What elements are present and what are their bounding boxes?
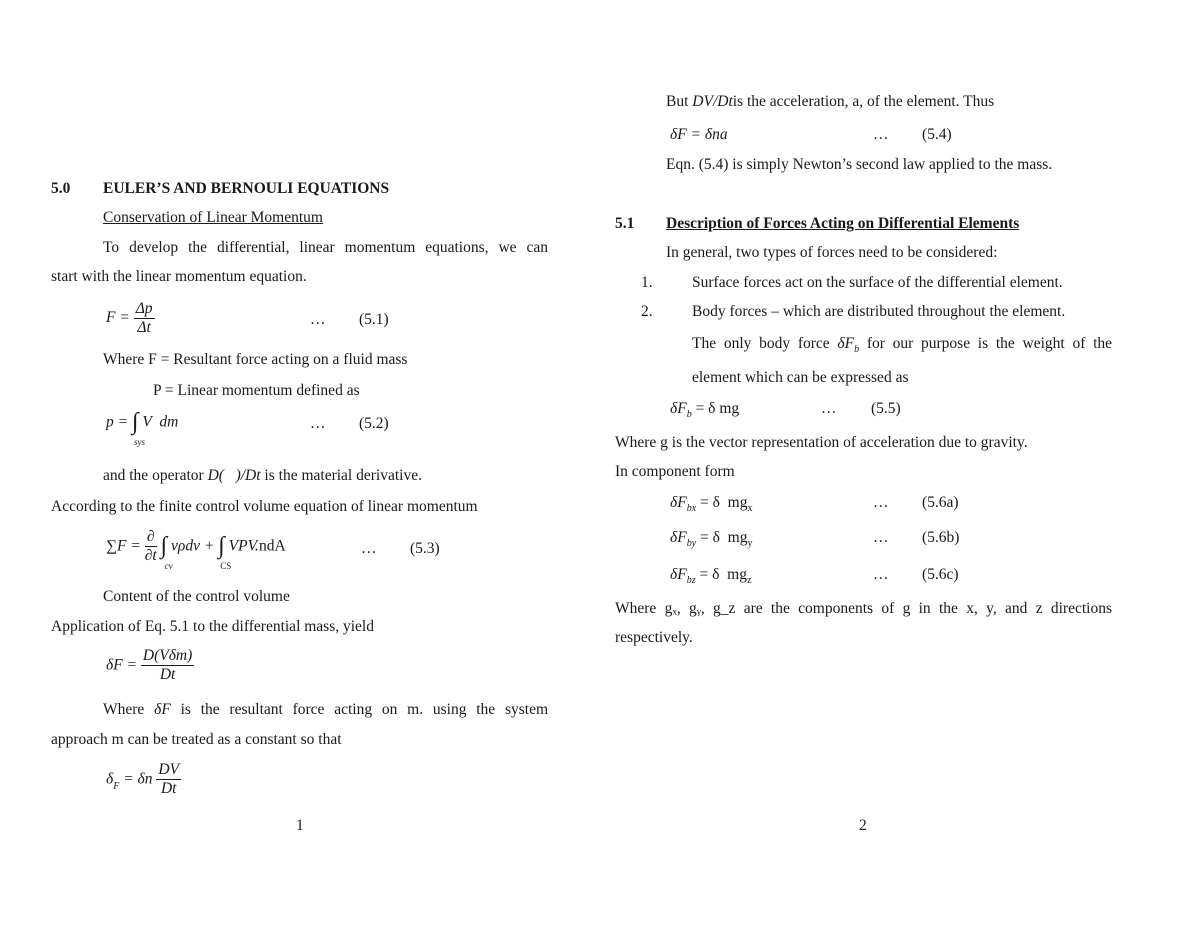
eq54-label: (5.4) bbox=[922, 126, 952, 143]
eq54-dots: … bbox=[873, 126, 889, 143]
but-prefix: But bbox=[666, 93, 689, 110]
content-of-cv: Content of the control volume bbox=[103, 588, 290, 605]
where-df-rest: is the resultant force acting on m. using the system bbox=[180, 701, 549, 718]
eq51-numerator: Δp bbox=[135, 300, 153, 317]
eq52-integral: ∫ bbox=[131, 409, 139, 435]
eq56c-label: (5.6c) bbox=[922, 566, 959, 583]
eq52-dots: … bbox=[310, 415, 326, 432]
eq56b-label: (5.6b) bbox=[922, 529, 960, 546]
but-math: DV/Dt bbox=[692, 93, 733, 110]
eq53-integral-1: ∫ bbox=[160, 533, 168, 560]
eq55-dots: … bbox=[821, 400, 837, 417]
page-number-1: 1 bbox=[296, 817, 304, 834]
list-item-1-text: Surface forces act on the surface of the differential element. bbox=[692, 274, 1063, 291]
eq53-fraction bbox=[145, 528, 157, 565]
eq51-lhs: F = bbox=[106, 308, 130, 326]
application-text: Application of Eq. 5.1 to the differential mass, yield bbox=[51, 618, 374, 635]
where-p-definition: P = Linear momentum defined as bbox=[153, 382, 360, 399]
equation-5-1 bbox=[106, 300, 155, 337]
body-force-prefix: The only body force bbox=[692, 335, 830, 352]
operator-suffix: is the material derivative. bbox=[264, 467, 422, 484]
expressed-text: element which can be expressed as bbox=[692, 369, 909, 386]
eq52-lower-limit: sys bbox=[133, 437, 145, 447]
eq53-body-1: vρdv + bbox=[171, 537, 215, 555]
eq54-math: δF = δna bbox=[670, 126, 728, 143]
eq53-body-2: VPV. bbox=[228, 537, 259, 555]
page-number-2: 2 bbox=[859, 817, 867, 834]
eq53-denominator: ∂t bbox=[144, 546, 157, 564]
eq51-dots: … bbox=[310, 311, 326, 328]
para1-line2: start with the linear momentum equation. bbox=[51, 268, 307, 285]
list-item-1-number: 1. bbox=[641, 274, 653, 291]
eq51-label: (5.1) bbox=[359, 311, 389, 328]
eq53-lower-limit-1: cv bbox=[164, 561, 173, 572]
where-components-line2: respectively. bbox=[615, 629, 693, 646]
eq-dm-lhs: δ bbox=[106, 770, 114, 788]
eq56b-math: $\delta F_{by} = \delta$ $mg_y$ bbox=[670, 529, 753, 550]
operator-math: D( )/Dt bbox=[207, 467, 261, 484]
where-g-text: Where g is the vector representation of acceleration due to gravity. bbox=[615, 434, 1028, 451]
equation-delta-m bbox=[106, 761, 181, 798]
eq56c-dots: … bbox=[873, 566, 889, 583]
eq52-lhs: p = bbox=[106, 413, 129, 431]
eq-df-lhs: δF = bbox=[106, 656, 138, 674]
eq52-label: (5.2) bbox=[359, 415, 389, 432]
eqn54-text: Eqn. (5.4) is simply Newton’s second law applied to the mass. bbox=[666, 156, 1053, 173]
component-form-text: In component form bbox=[615, 463, 735, 480]
subheading-conservation: Conservation of Linear Momentum bbox=[103, 209, 323, 226]
but-line bbox=[666, 94, 994, 110]
eq55-label: (5.5) bbox=[871, 400, 901, 417]
eq53-numerator: ∂ bbox=[145, 528, 157, 547]
section-number-5-0: 5.0 bbox=[51, 180, 71, 197]
eq-dm-lhs-sub: F bbox=[113, 780, 120, 792]
eq56c-math: $\delta F_{bz} = \delta$ $mg_z$ bbox=[670, 566, 752, 587]
where-df-line bbox=[103, 702, 548, 718]
eq53-lhs: ∑F = bbox=[106, 537, 141, 555]
body-force-rest: for our purpose is the weight of the bbox=[866, 335, 1113, 352]
eq52-body: V dm bbox=[142, 413, 179, 431]
eq53-integral-2: ∫ bbox=[218, 533, 225, 560]
list-item-2-number: 2. bbox=[641, 303, 653, 320]
eq51-fraction bbox=[134, 300, 155, 337]
equation-delta-f bbox=[106, 647, 194, 684]
eq51-denominator: Δt bbox=[137, 318, 151, 336]
finite-control-volume-text: According to the finite control volume equation of linear momentum bbox=[51, 498, 478, 515]
section-title-euler-bernoulli: EULER’S AND BERNOULI EQUATIONS bbox=[103, 180, 390, 197]
eq-df-numerator: D(Vδm) bbox=[142, 647, 193, 664]
para1-line1: To develop the differential, linear momentum equations, we can bbox=[103, 239, 548, 256]
eq56a-math: $\delta F_{bx} = \delta$ $mg_x$ bbox=[670, 494, 753, 515]
body-force-math: $\delta F_b$ bbox=[837, 335, 860, 356]
eq-dm-fraction bbox=[156, 761, 181, 798]
approach-text: approach m can be treated as a constant so that bbox=[51, 731, 342, 748]
eq55-math: $\delta F_b = \delta$ mg bbox=[670, 400, 740, 421]
operator-prefix: and the operator bbox=[103, 467, 204, 484]
section-title-forces: Description of Forces Acting on Differential Elements bbox=[666, 215, 1020, 232]
eq-df-fraction bbox=[141, 647, 194, 684]
eq53-lower-limit-2: CS bbox=[220, 561, 232, 572]
eq53-body-2b: ndA bbox=[258, 537, 286, 555]
equation-5-2 bbox=[106, 409, 179, 447]
eq-dm-numerator: DV bbox=[158, 761, 180, 778]
eq56a-dots: … bbox=[873, 494, 889, 511]
where-components-line1: Where gₓ, gᵧ, g_z are the components of g in the x, y, and z directions bbox=[615, 600, 1112, 617]
equation-5-3 bbox=[106, 528, 286, 572]
body-force-line bbox=[692, 336, 1112, 355]
but-rest: is the acceleration, a, of the element. Thus bbox=[732, 93, 995, 110]
eq53-label: (5.3) bbox=[410, 540, 440, 557]
list-item-2-text: Body forces – which are distributed throughout the element. bbox=[692, 303, 1066, 320]
where-df-math: δF bbox=[154, 701, 171, 718]
operator-line bbox=[103, 468, 422, 484]
eq56b-dots: … bbox=[873, 529, 889, 546]
eq56a-label: (5.6a) bbox=[922, 494, 959, 511]
where-f-definition: Where F = Resultant force acting on a fluid mass bbox=[103, 351, 408, 368]
general-text: In general, two types of forces need to be considered: bbox=[666, 244, 998, 261]
eq-df-denominator: Dt bbox=[159, 665, 176, 683]
section-number-5-1: 5.1 bbox=[615, 215, 635, 232]
eq-dm-eq: = δn bbox=[123, 770, 153, 788]
eq53-dots: … bbox=[361, 540, 377, 557]
eq-dm-denominator: Dt bbox=[160, 779, 177, 797]
where-df-prefix: Where bbox=[103, 701, 145, 718]
